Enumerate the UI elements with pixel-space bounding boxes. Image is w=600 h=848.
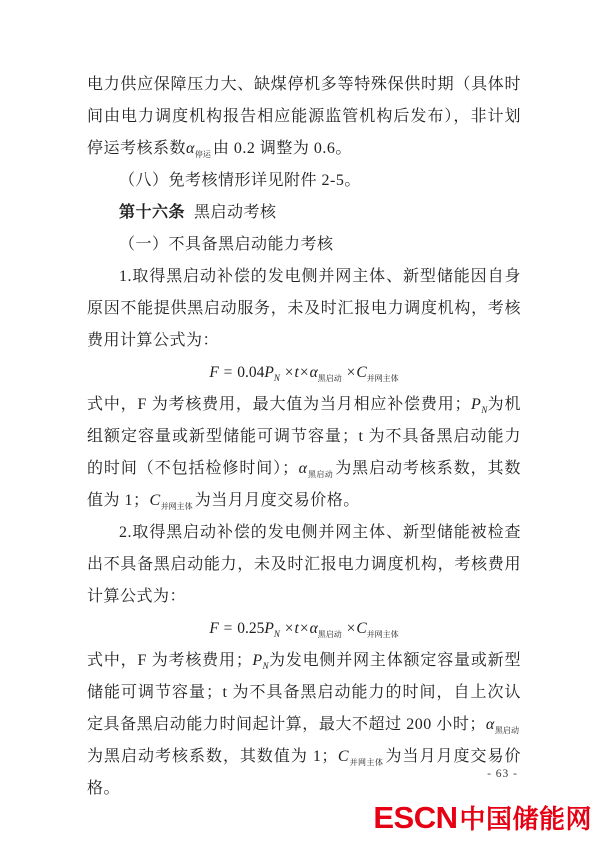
escn-logo-site-name: 中国储能网 [459, 804, 592, 834]
C-subscript: 并网主体 [349, 758, 384, 767]
alpha-subscript: 停运 [194, 150, 211, 159]
equals-sign: = [223, 364, 233, 381]
formula-variable-C: C [356, 364, 367, 381]
formula-variable-P: P [264, 620, 274, 637]
C-subscript: 并网主体 [366, 374, 399, 383]
coefficient: 0.25 [237, 620, 265, 637]
formula-variable-F: F [209, 364, 219, 381]
formula-variable-P: P [264, 364, 274, 381]
C-subscript: 并网主体 [366, 630, 399, 639]
article-16-heading [87, 197, 521, 229]
paragraph-text: 为黑启动考核系数，其数值为 1； [87, 460, 521, 509]
paragraph-text: 式中，F 为考核费用； [87, 652, 253, 669]
paragraph-text: 由 0.2 调整为 0.6。 [212, 140, 352, 157]
article-title: 黑启动考核 [194, 204, 277, 221]
paragraph-text: 1.取得黑启动补偿的发电侧并网主体、新型储能因自身原因不能提供黑启动服务，未及时汇报电力调度机构，考核费用计算公式为： [87, 268, 521, 349]
coefficient: 0.04 [237, 364, 265, 381]
P-subscript: N [273, 373, 280, 383]
alpha-symbol: α [186, 140, 195, 157]
paragraph-rule-2 [87, 517, 521, 613]
paragraph-item-eight [87, 165, 521, 197]
C-subscript: 并网主体 [160, 502, 193, 511]
paragraph-text: （八）免考核情形详见附件 2-5。 [119, 172, 361, 189]
equals-sign: = [223, 620, 233, 637]
P-subscript: N [262, 661, 269, 671]
formula-variable-C: C [356, 620, 367, 637]
C-symbol: C [149, 492, 161, 509]
page-number: - 63 - [487, 768, 518, 780]
alpha-symbol: α [298, 460, 308, 477]
formula-variable-alpha: α [309, 620, 318, 637]
paragraph-rule-1 [87, 261, 521, 357]
paragraph-text: 为当月月度交易价格。 [87, 748, 521, 797]
article-number: 第十六条 [119, 204, 186, 221]
paragraph-text: 电力供应保障压力大、缺煤停机多等特殊保供时期（具体时间由电力调度机构报告相应能源监管机构后发布），非计划停运考核系数 [87, 76, 521, 157]
alpha-subscript: 黑启动 [494, 726, 519, 735]
paragraph-formula-2-explanation [87, 645, 521, 805]
paragraph-text: 为发电侧并网主体额定容量或新型储能可调节容量；t 为不具备黑启动能力的时间，自上次认定具备黑启动能力时间起计算，最大不超过 200 小时； [87, 652, 521, 733]
alpha-symbol: α [485, 716, 495, 733]
P-subscript: N [481, 405, 488, 415]
multiply-sign: × [346, 620, 356, 637]
formula-2 [87, 613, 521, 645]
paragraph-text: 式中，F 为考核费用，最大值为当月相应补偿费用； [87, 396, 472, 413]
P-symbol: P [252, 652, 263, 669]
paragraph-text: 为机组额定容量或新型储能可调节容量；t 为不具备黑启动能力的时间（不包括检修时间）； [87, 396, 521, 477]
multiply-sign: × [346, 364, 356, 381]
paragraph-special-period [87, 69, 521, 165]
multiply-sign: × [299, 620, 309, 637]
alpha-subscript: 黑启动 [317, 630, 342, 639]
subsection-one-heading [87, 229, 521, 261]
alpha-subscript: 黑启动 [317, 374, 342, 383]
C-symbol: C [337, 748, 350, 765]
multiply-sign: × [284, 620, 294, 637]
formula-variable-F: F [209, 620, 219, 637]
P-symbol: P [471, 396, 482, 413]
formula-variable-alpha: α [309, 364, 318, 381]
paragraph-formula-1-explanation [87, 389, 521, 517]
document-body [87, 69, 521, 805]
formula-variable-t: t [294, 620, 299, 637]
formula-variable-t: t [294, 364, 299, 381]
multiply-sign: × [299, 364, 309, 381]
escn-logo-text: ESCN [373, 800, 458, 835]
escn-logo [373, 799, 592, 836]
alpha-subscript: 黑启动 [307, 470, 334, 479]
multiply-sign: × [284, 364, 294, 381]
P-subscript: N [273, 629, 280, 639]
formula-1 [87, 357, 521, 389]
paragraph-text: 2.取得黑启动补偿的发电侧并网主体、新型储能被检查出不具备黑启动能力，未及时汇报电力调度机构，考核费用计算公式为： [87, 524, 521, 605]
paragraph-text: （一）不具备黑启动能力考核 [119, 236, 334, 253]
paragraph-text: 为当月月度交易价格。 [194, 492, 360, 509]
paragraph-text: 为黑启动考核系数，其数值为 1； [87, 748, 338, 765]
